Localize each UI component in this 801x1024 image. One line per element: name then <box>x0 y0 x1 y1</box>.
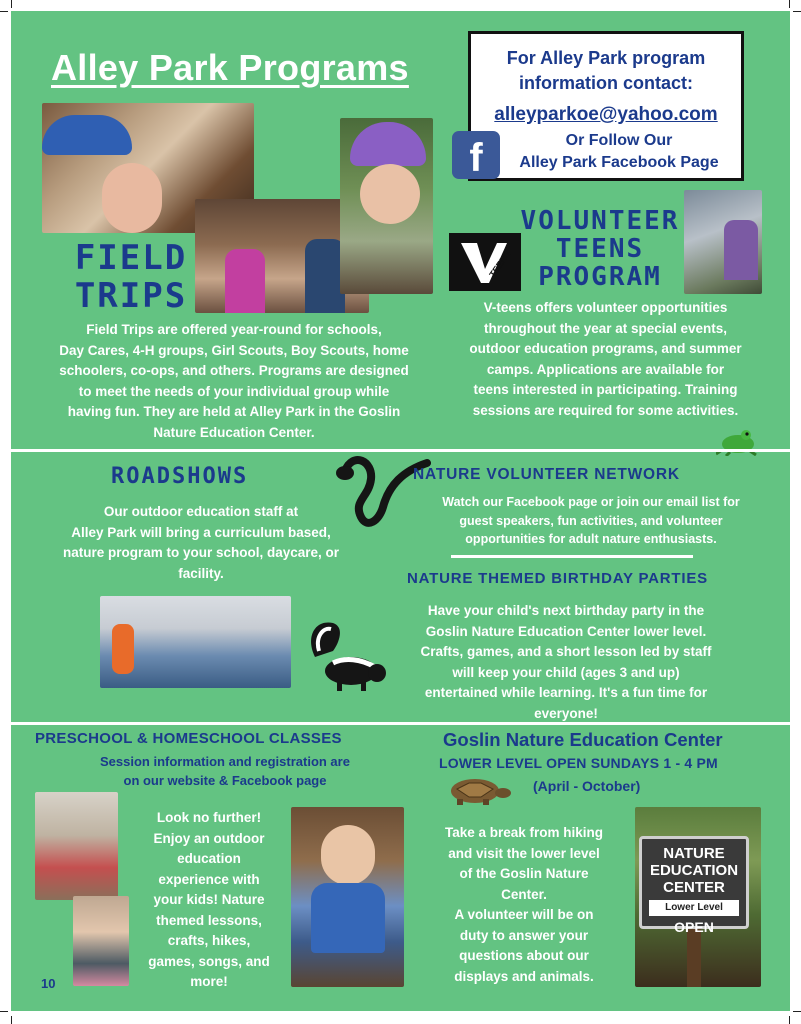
volunteer-teens-line: outdoor education programs, and summer <box>469 341 742 356</box>
birthday-line: Have your child's next birthday party in the <box>427 603 705 618</box>
volunteer-teens-line: camps. Applications are available for <box>486 361 725 377</box>
preschool-sub-line-1: Session information and registration are <box>100 754 350 769</box>
roadshows-classroom-photo <box>100 596 291 688</box>
birthday-text <box>391 601 741 724</box>
goslin-season: (April - October) <box>533 778 641 794</box>
roadshows-heading: ROADSHOWS <box>111 464 249 489</box>
field-trips-heading-line-1: FIELD <box>74 238 188 278</box>
birthday-heading: NATURE THEMED BIRTHDAY PARTIES <box>407 570 708 587</box>
field-trips-line: Field Trips are offered year-round for schools, <box>86 322 382 337</box>
follow-line-1: Or Follow Our <box>565 132 673 149</box>
roadshows-line: nature program to your school, daycare, or <box>62 545 340 560</box>
blue-shirt-shape <box>311 883 385 953</box>
preschool-photo-child <box>73 896 129 986</box>
preschool-line: experience with <box>158 871 260 887</box>
goslin-heading: Goslin Nature Education Center <box>443 729 723 750</box>
blue-jacket-shape <box>305 239 345 313</box>
field-trips-line: Day Cares, 4-H groups, Girl Scouts, Boy Scouts, home <box>59 342 409 358</box>
roadshows-text <box>31 502 371 584</box>
goslin-line: of the Goslin Nature <box>459 866 589 881</box>
volunteer-teens-heading-line-2: TEENS <box>555 234 645 264</box>
contact-line-1: For Alley Park program <box>506 48 706 68</box>
preschool-line: education <box>177 851 241 866</box>
goslin-line: and visit the lower level <box>448 845 600 861</box>
volunteer-teens-photo <box>684 190 762 294</box>
goslin-line: Center. <box>501 886 547 902</box>
nature-volunteer-line: opportunities for adult nature enthusiasts. <box>465 532 717 546</box>
goslin-text <box>419 823 629 987</box>
birthday-line: entertained while learning. It's a fun time for <box>424 685 708 700</box>
page-number: 10 <box>41 976 56 991</box>
orange-shirt-shape <box>112 624 134 674</box>
field-trips-line: Nature Education Center. <box>153 424 315 440</box>
blue-cap-shape <box>42 115 132 155</box>
goslin-line: questions about our <box>459 948 589 963</box>
volunteer-teens-heading-line-1: VOLUNTEER <box>520 206 680 236</box>
section-divider <box>11 722 790 725</box>
child-face-shape-2 <box>360 164 420 224</box>
pink-jacket-shape <box>225 249 265 313</box>
volunteer-teens-heading-line-3: PROGRAM <box>538 262 662 292</box>
nature-volunteer-text <box>411 493 771 549</box>
facebook-icon[interactable]: f <box>452 131 500 179</box>
crop-mark <box>789 0 790 8</box>
preschool-heading: PRESCHOOL & HOMESCHOOL CLASSES <box>35 730 342 747</box>
vteens-logo-text: TEENS <box>487 248 513 280</box>
nature-volunteer-line: guest speakers, fun activities, and volunteer <box>459 513 723 528</box>
crop-mark <box>789 1016 790 1024</box>
volunteer-teens-line: throughout the year at special events, <box>483 320 728 336</box>
facebook-page-link[interactable]: Alley Park Facebook Page <box>519 154 719 171</box>
birthday-line: Goslin Nature Education Center lower level. <box>425 623 707 639</box>
birthday-line: will keep your child (ages 3 and up) <box>452 664 680 680</box>
vteens-logo <box>449 233 521 291</box>
crop-mark <box>0 1011 8 1012</box>
field-trips-line: having fun. They are held at Alley Park in the Goslin <box>67 404 401 419</box>
preschool-line: more! <box>190 974 228 989</box>
sign-open: OPEN <box>674 919 714 935</box>
birthday-line: Crafts, games, and a short lesson led by staff <box>420 644 712 659</box>
sign-arrow: Lower Level <box>649 900 739 916</box>
volunteer-teens-text <box>443 298 768 421</box>
child-face-shape <box>102 163 162 233</box>
preschool-text <box>139 808 279 993</box>
volunteer-teens-heading <box>519 207 681 291</box>
field-trips-heading-line-2: TRIPS <box>74 276 188 316</box>
vteens-logo-icon <box>449 233 521 291</box>
turtle-icon <box>443 771 513 807</box>
field-trips-heading <box>71 239 191 315</box>
nature-volunteer-line: Watch our Facebook page or join our email list for <box>442 495 740 509</box>
preschool-line: Look no further! <box>156 810 262 825</box>
skunk-icon <box>305 617 389 693</box>
preschool-line: themed lessons, <box>156 912 262 928</box>
crop-mark <box>793 11 801 12</box>
roadshows-line: Alley Park will bring a curriculum based, <box>71 524 331 540</box>
sign-line-1: NATURE <box>663 845 725 862</box>
boy-face-shape <box>321 825 375 885</box>
volunteer-teens-line: V-teens offers volunteer opportunities <box>483 300 728 315</box>
preschool-line: games, songs, and <box>148 953 270 969</box>
preschool-line: Enjoy an outdoor <box>153 830 265 846</box>
contact-box <box>468 31 744 181</box>
crop-mark <box>793 1011 801 1012</box>
nature-volunteer-heading: NATURE VOLUNTEER NETWORK <box>413 466 680 483</box>
goslin-line: A volunteer will be on <box>454 907 594 922</box>
birthday-line: everyone! <box>534 705 598 721</box>
inner-divider <box>451 555 693 558</box>
page <box>11 11 790 1011</box>
volunteer-teens-line: teens interested in participating. Training <box>473 382 738 397</box>
preschool-line: crafts, hikes, <box>167 933 251 948</box>
volunteer-teens-line: sessions are required for some activities. <box>472 402 739 418</box>
sign-line-3: CENTER <box>663 879 725 896</box>
goslin-line: Take a break from hiking <box>444 825 604 840</box>
roadshows-line: Our outdoor education staff at <box>103 504 299 519</box>
preschool-photo-boy <box>291 807 404 987</box>
goslin-hours: LOWER LEVEL OPEN SUNDAYS 1 - 4 PM <box>439 755 718 771</box>
sign-line-2: EDUCATION <box>649 862 739 879</box>
purple-shirt-shape <box>724 220 758 280</box>
field-trips-line: to meet the needs of your individual group while <box>78 383 390 399</box>
preschool-sub-line-2: on our website & Facebook page <box>123 773 327 788</box>
preschool-photo-kids <box>35 792 118 900</box>
contact-line-2: information contact: <box>519 73 693 93</box>
nature-center-sign <box>639 836 749 935</box>
crop-mark <box>11 1016 12 1024</box>
crop-mark <box>0 11 8 12</box>
field-trips-line: schoolers, co-ops, and others. Programs are designed <box>59 363 409 378</box>
preschool-subtext <box>35 752 415 790</box>
purple-hat-shape <box>350 122 426 166</box>
goslin-line: duty to answer your <box>459 927 589 943</box>
roadshows-line: facility. <box>178 565 224 581</box>
goslin-line: displays and animals. <box>454 968 594 984</box>
crop-mark <box>11 0 12 8</box>
page-title: Alley Park Programs <box>51 47 409 88</box>
contact-email-link[interactable]: alleyparkoe@yahoo.com <box>494 104 718 125</box>
field-trips-text <box>29 320 439 443</box>
preschool-line: your kids! Nature <box>153 892 265 907</box>
field-trip-photo-purple-hat <box>340 118 433 294</box>
